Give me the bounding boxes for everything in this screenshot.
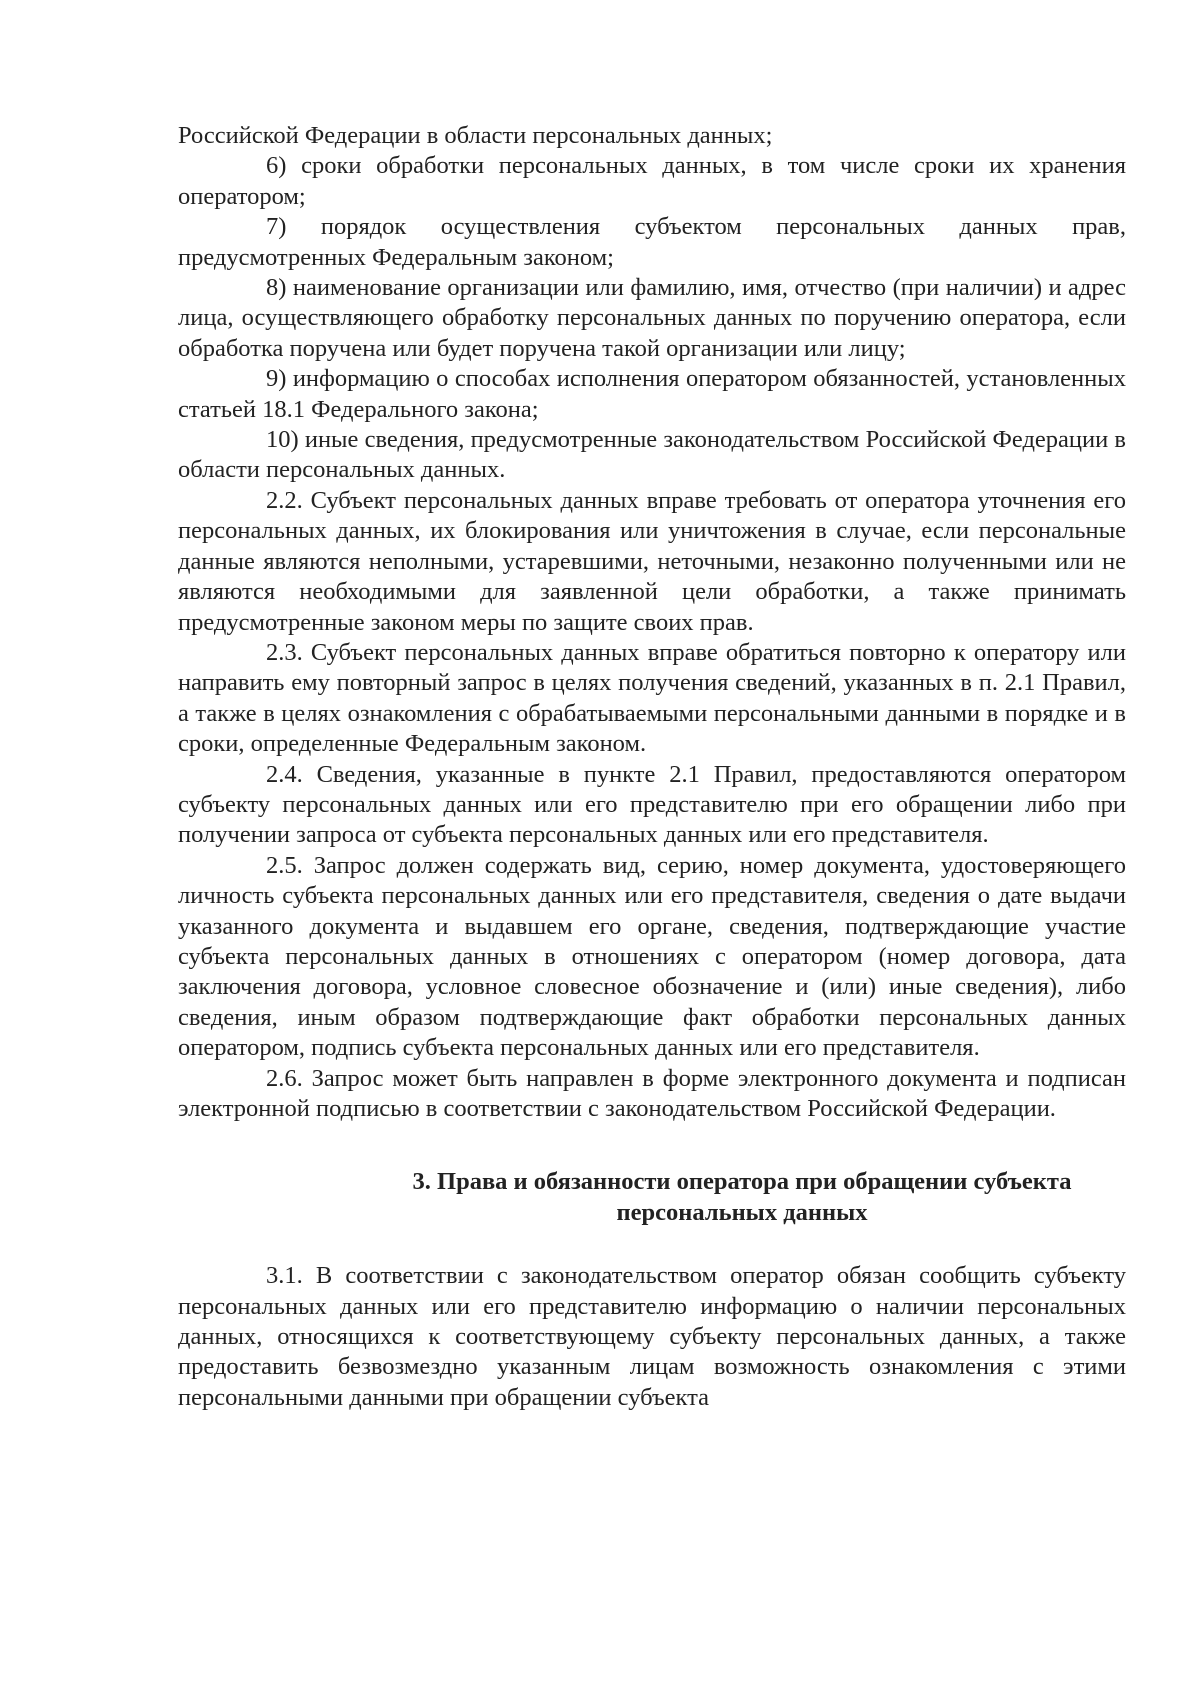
paragraph-3-1: 3.1. В соответствии с законодательством оператор обязан сообщить субъекту персональных данных или его представителю информацию о наличии персональных данных, относящихся к соответствующему субъекту персональных данных, а также предоставить безвозмездно указанным лицам возможность ознакомления с этими персональными данными при обращении субъекта [178, 1262, 1126, 1411]
paragraph-2-4: 2.4. Сведения, указанные в пункте 2.1 Правил, предоставляются оператором субъекту персональных данных или его представителю при его обращении либо при получении запроса от субъекта персональных данных или его представителя. [178, 760, 1126, 849]
paragraph-item-8: 8) наименование организации или фамилию, имя, отчество (при наличии) и адрес лица, осуществляющего обработку персональных данных по поручению оператора, если обработка поручена или будет поручена такой организации или лицу; [178, 274, 1126, 362]
section-heading-line-2: персональных данных [616, 1198, 868, 1226]
paragraph-2-5: 2.5. Запрос должен содержать вид, серию, номер документа, удостоверяющего личность субъекта персональных данных или его представителя, сведения о дате выдачи указанного документа и выдавшем его органе, сведения, подтверждающие участие субъекта персональных данных в отношениях с оператором (номер договора, дата заключения договора, условное словесное обозначение и (или) иные сведения), либо сведения, иным образом подтверждающие факт обработки персональных данных оператором, подпись субъекта персональных данных или его представителя. [178, 851, 1126, 1062]
paragraph-2-6: 2.6. Запрос может быть направлен в форме электронного документа и подписан электронной подписью в соответствии с законодательством Российской Федерации. [178, 1064, 1126, 1122]
paragraph-intro: Российской Федерации в области персональных данных; [178, 122, 773, 149]
paragraph-item-7: 7) порядок осуществления субъектом персональных данных прав, предусмотренных Федеральным законом; [178, 213, 1126, 271]
document-body [178, 121, 1126, 1413]
section-heading-line-1: 3. Права и обязанности оператора при обращении субъекта [412, 1168, 1072, 1196]
paragraph-item-10: 10) иные сведения, предусмотренные законодательством Российской Федерации в области персональных данных. [178, 426, 1126, 484]
paragraph-2-3: 2.3. Субъект персональных данных вправе обратиться повторно к оператору или направить ему повторный запрос в целях получения сведений, указанных в п. 2.1 Правил, а также в целях ознакомления с обрабатываемыми персональными данными в порядке и в сроки, определенные Федеральным законом. [178, 638, 1126, 758]
paragraph-item-6: 6) сроки обработки персональных данных, в том числе сроки их хранения оператором; [178, 152, 1126, 210]
paragraph-item-9: 9) информацию о способах исполнения оператором обязанностей, установленных статьей 18.1 Федерального закона; [178, 365, 1126, 423]
section-heading [178, 1167, 1126, 1228]
paragraph-2-2: 2.2. Субъект персональных данных вправе требовать от оператора уточнения его персональных данных, их блокирования или уничтожения в случае, если персональные данные являются неполными, устаревшими, неточными, незаконно полученными или не являются необходимыми для заявленной цели обработки, а также принимать предусмотренные законом меры по защите своих прав. [178, 486, 1126, 636]
